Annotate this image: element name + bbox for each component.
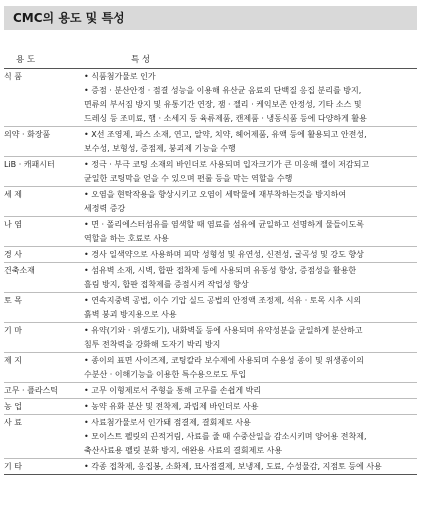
feature-line: • 종이의 표면 사이즈제, 코팅칼라 보수제에 사용되며 수용성 종이 및 위생종이의 — [84, 356, 364, 365]
table-row — [4, 187, 417, 217]
feature-cell — [84, 460, 415, 474]
feature-line: 보수성, 보형성, 증점제, 붕괴제 기능을 수행 — [84, 144, 236, 153]
feature-line: • 유약(기와 · 위생도기), 내화벽돌 등에 사용되며 유약성분을 균일하게 분산하고 — [84, 326, 363, 335]
table-row — [4, 157, 417, 187]
feature-line: • 오염을 현탁작용을 향상시키고 오염이 세탁물에 재부착하는것을 방지하여 — [84, 190, 347, 199]
feature-line: 축산사료용 펠릿 분화 방지, 애완용 사료의 결회제로 사용 — [84, 446, 283, 455]
feature-line: • 고무 이형제로서 주형을 통해 고무를 손쉽게 박리 — [84, 386, 262, 395]
feature-cell — [84, 218, 415, 246]
table-body — [4, 69, 417, 475]
feature-cell — [84, 354, 415, 382]
use-cell: 농 업 — [4, 402, 22, 411]
feature-line: 균일한 코팅막을 얻을 수 있으며 편룰 등을 막는 역할을 수행 — [84, 174, 293, 183]
feature-line: • 섬유벽 소재, 시벽, 합판 접착제 등에 사용되며 유동성 향상, 증점성을 활용한 — [84, 266, 357, 275]
feature-cell — [84, 324, 415, 352]
feature-cell — [84, 294, 415, 322]
use-cell: 세 제 — [4, 190, 22, 199]
table-row — [4, 217, 417, 247]
table-row — [4, 323, 417, 353]
table-header-row — [4, 52, 417, 69]
header-use: 용 도 — [16, 55, 36, 65]
feature-line: 세정력 증강 — [84, 204, 126, 213]
feature-line: • 연속지중벽 공법, 이수 기압 실드 공법의 안정액 조정제, 석유 · 토목 시추 시의 — [84, 296, 362, 305]
use-cell: LiB · 캐패시터 — [4, 160, 55, 169]
use-cell: 토 목 — [4, 296, 22, 305]
feature-line: 수분산 · 이해기능을 이용한 특수용으로도 투입 — [84, 370, 247, 379]
feature-cell — [84, 400, 415, 414]
use-cell: 기 마 — [4, 326, 22, 335]
feature-line: 면류의 부서짐 방지 및 유통기간 연장, 잼 · 젤리 · 케익보존 안정성, 기타 소스 및 — [84, 100, 362, 109]
feature-cell — [84, 264, 415, 292]
feature-line: 침투 전착력을 강화해 도자기 박리 방지 — [84, 340, 221, 349]
table-row — [4, 399, 417, 415]
table-row — [4, 293, 417, 323]
use-cell: 경 사 — [4, 250, 22, 259]
table-row — [4, 383, 417, 399]
use-cell: 의약 · 화장품 — [4, 130, 51, 139]
feature-line: 흙벽 붕괴 방지용으로 사용 — [84, 310, 177, 319]
feature-cell — [84, 128, 415, 156]
table-title: CMC의 용도 및 특성 — [4, 6, 417, 30]
feature-line: • 모이스트 펠릿의 끈적거림, 사료를 줄 때 수중산일을 감소시키며 양어용 전착제, — [84, 432, 367, 441]
feature-line: • 식품첨가물로 인가 — [84, 72, 156, 81]
use-cell: 기 타 — [4, 462, 22, 471]
use-cell: 식 품 — [4, 72, 22, 81]
feature-line: • 각종 접착제, 응집봉, 소화제, 묘사점결제, 보냉제, 도료, 수성물감, 지점토 등에 사용 — [84, 462, 382, 471]
feature-line: • X선 조영제, 파스 소재, 연고, 알약, 치약, 헤어제품, 유액 등에 활용되고 안전성, — [84, 130, 367, 139]
feature-cell — [84, 384, 415, 398]
table-row — [4, 247, 417, 263]
table-row — [4, 415, 417, 459]
table-row — [4, 263, 417, 293]
usage-table — [4, 52, 417, 475]
feature-cell — [84, 158, 415, 186]
table-row — [4, 69, 417, 127]
use-cell: 나 염 — [4, 220, 22, 229]
feature-line: 흘림 방지, 합판 접착제를 증점시켜 작업성 향상 — [84, 280, 249, 289]
use-cell: 고무 · 플라스틱 — [4, 386, 58, 395]
feature-cell — [84, 188, 415, 216]
use-cell: 제 지 — [4, 356, 22, 365]
feature-line: • 사료첨가물로서 인가돼 점결제, 결회제로 사용 — [84, 418, 251, 427]
feature-line: • 농약 유화 분산 및 전착제, 과립제 바인더로 사용 — [84, 402, 259, 411]
feature-line: • 경사 일색약으로 사용하며 피막 성형성 및 유연성, 신전성, 굴곡성 및 강도 향상 — [84, 250, 364, 259]
use-cell: 사 료 — [4, 418, 22, 427]
header-feature: 특 성 — [131, 55, 151, 65]
feature-line: • 증점 · 분산안정 · 점결 성능을 이용해 유산균 음료의 단백질 응집 분리를 방지, — [84, 86, 362, 95]
feature-line: 역할을 하는 호료로 사용 — [84, 234, 169, 243]
table-row — [4, 127, 417, 157]
feature-line: 드레싱 등 조미료, 햄 · 소세지 등 육류제품, 캔제품 · 냉동식품 등에 다양하게 활용 — [84, 114, 367, 123]
feature-line: • 면 · 폴리에스터섬유를 염색할 때 염료를 섬유에 균일하고 선명하게 물들이도록 — [84, 220, 364, 229]
feature-cell — [84, 70, 415, 126]
table-row — [4, 353, 417, 383]
feature-line: • 정극 · 부극 코팅 소재의 바인더로 사용되며 입자크기가 큰 미응해 젤이 저감되고 — [84, 160, 370, 169]
feature-cell — [84, 416, 415, 458]
feature-cell — [84, 248, 415, 262]
table-row — [4, 459, 417, 475]
use-cell: 건축소재 — [4, 266, 35, 275]
